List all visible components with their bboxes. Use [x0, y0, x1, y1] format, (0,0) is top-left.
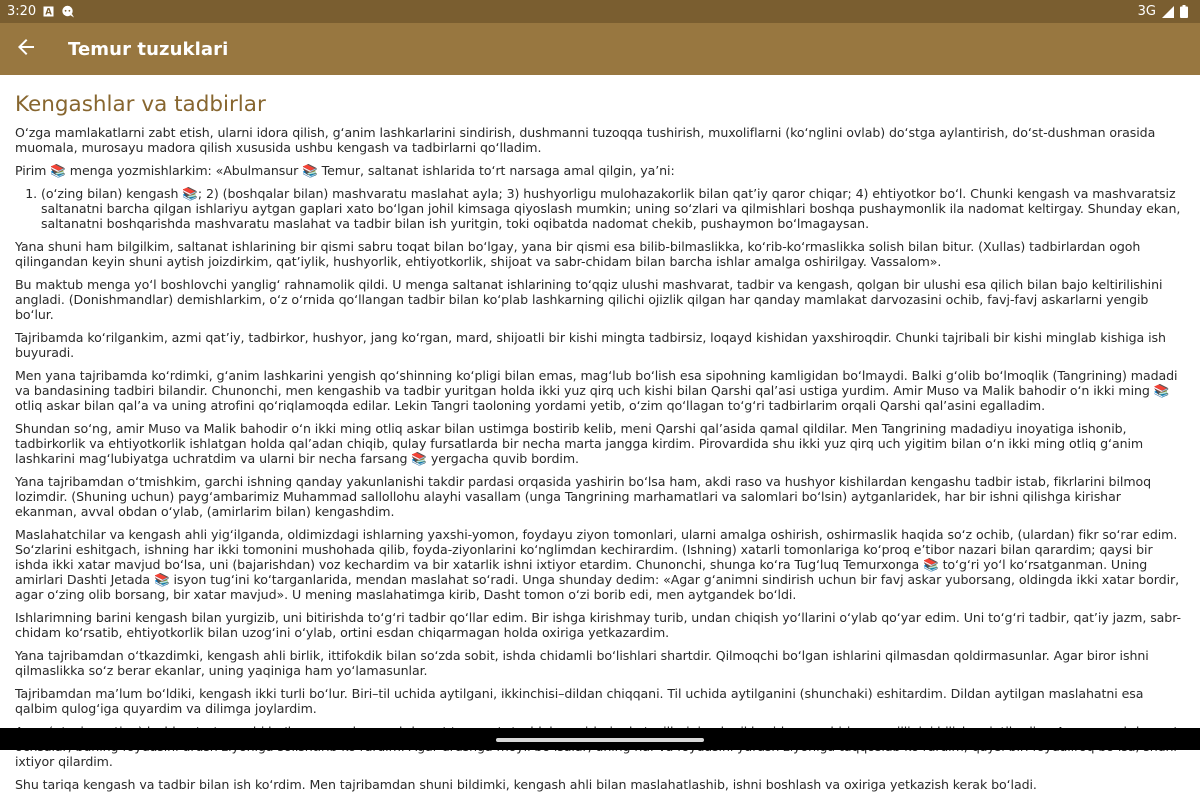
app-bar — [0, 23, 1200, 75]
navigation-bar — [0, 728, 1200, 750]
status-time: 3:20 — [7, 4, 37, 19]
status-left — [7, 4, 75, 19]
paragraph: Tajribamdan ma’lum bo‘ldiki, kengash ikki turli bo‘lur. Biri–til uchida aytilgani, ikkinchisi–dildan chiqqani. Til uchida aytilganini (shunchaki) eshitardim. Dildan aytilgan maslahatni esa qalbim qulog‘iga quyardim va dilimga joylardim. — [15, 686, 1144, 716]
paragraph: O‘zga mamlakatlarni zabt etish, ularni idora qilish, g‘anim lashkarlarini sindirish, dushmanni tuzoqqa tushirish, muxoliflarni (ko‘nglini ovlab) do‘stga aylantirish, do‘st-dushman orasida muomala, murosayu madora qilish xususida ushbu kengash va tadbirlarni qo‘lladim. — [15, 125, 1156, 155]
paragraph: Shu tariqa kengash va tadbir bilan ish ko‘rdim. Men tajribamdan shuni bildimki, kengash ahli bilan maslahatlashib, ishni boshlash va oxiriga yetkazish kerak bo‘ladi. — [15, 777, 1037, 792]
home-handle[interactable] — [496, 738, 704, 742]
list-item: 1. (o‘zing bilan) kengash 📚; 2) (boshqalar bilan) mashvaratu maslahat ayla; 3) hushyorligu mulohazakorlik bilan qat’iy qaror chiqar; 4) ehtiyotkor bo‘l. Chunki kengash va mashvaratsiz saltanatni barcha qilgan ishlariyu aytgan gaplari xato bo‘lgan johil kimsaga qiyoslash mumkin; uning so‘zlari va qilmishlari boshqa pushaymonlik ila nadomat keltirgay. Shunday ekan, saltanatni boshqarishda mashvaratu maslahat va tadbir bilan ish yuritgin, toki oqibatda nadomat chekib, pushaymon bo‘lmagaysan. — [41, 186, 1185, 231]
paragraph: Pirim 📚 menga yozmishlarkim: «Abulmansur 📚 Temur, saltanat ishlarida to‘rt narsaga amal qilgin, ya’ni: — [15, 163, 675, 178]
back-button[interactable] — [0, 23, 52, 75]
a-notification-icon — [43, 6, 54, 17]
article-content[interactable] — [0, 75, 1200, 792]
assistant-icon — [61, 5, 75, 18]
arrow-back-icon — [17, 38, 35, 60]
paragraph: Yana shuni ham bilgilkim, saltanat ishlarining bir qismi sabru toqat bilan bo‘lgay, yana bir qismi esa bilib-bilmaslikka, ko‘rib-ko‘rmaslikka solish bilan bitur. (Xullas) tadbirlardan ogoh qilingandan keyin shuni aytish joizdirkim, qat’iylik, hushyorlik, ehtiyotkorlik, shijoat va sabr-chidam bilan barcha ishlar amalga oshirilgay. Vassalom». — [15, 239, 1141, 269]
status-bar — [0, 0, 1200, 23]
signal-icon — [1162, 6, 1174, 18]
paragraph: Maslahatchilar va kengash ahli yig‘ilganda, oldimizdagi ishlarning yaxshi-yomon, foydayu ziyon tomonlari, ularni amalga oshirish, oshirmaslik haqida so‘z ochib, (ulardan) fikr so‘rar edim. So‘zlarini eshitgach, ishning har ikki tomonini mushohada qilib, foyda-ziyonlarini ko‘nglimdan kechirardim. (Ishning) xatarli tomonlariga ko‘proq e’tibor nazari bilan qarardim; qaysi bir ishda ikki xatar mavjud bo‘lsa, uni (bajarishdan) voz kechardim va bir xatarlik ishni ixtiyor etardim. Chunonchi, shunga ko‘ra Tug‘luq Temurxonga 📚 to‘g‘ri yo‘l ko‘rsatganman. Uning amirlari Dashti Jetada 📚 isyon tug‘ini ko‘targanlarida, mendan maslahat so‘radi. Unga shunday dedim: «Agar g‘animni sindirish uchun bir favj askar yuborsang, oldingda ikki xatar bordir, agar o‘zing olib borsang, bir xatar mavjud». U mening maslahatimga kirib, Dasht tomon o‘zi borib edi, men aytgandek bo‘ldi. — [15, 527, 1180, 602]
paragraph: Ishlarimning barini kengash bilan yurgizib, uni bitirishda to‘g‘ri tadbir qo‘llar edim. Bir ishga kirishmay turib, undan chiqish yo‘llarini o‘ylab qo‘yar edim. Uni to‘g‘ri tadbir, qat’iy jazm, sabr-chidam ko‘rsatib, ehtiyotkorlik bilan uzog‘ini o‘ylab, ortini esdan chiqarmagan holda oxiriga yetkazardim. — [15, 610, 1181, 640]
paragraph: Yana tajribamdan o‘tkazdimki, kengash ahli birlik, ittifokdik bilan so‘zda sobit, ishda chidamli bo‘lishlari shartdir. Qilmoqchi bo‘lgan ishlarini qilmasdan qoldirmasunlar. Agar biror ishni qilmaslikka so‘z berar ekanlar, uning yaqiniga ham yo‘lamasunlar. — [15, 648, 1149, 678]
paragraph: Yana tajribamdan o‘tmishkim, garchi ishning qanday yakunlanishi takdir pardasi orqasida yashirin bo‘lsa ham, akdi raso va hushyor kishilardan kengashu tadbir istab, fikrlarini bilmoq lozimdir. (Shuning uchun) payg‘ambarimiz Muhammad sallollohu alayhi vasallam (unga Tangrining marhamatlari va salomlari bo‘lsin) aytganlaridek, har bir ishni qilishga kirishar ekanman, avval obdan o‘ylab, (amirlarim bilan) kengashdim. — [15, 474, 1152, 519]
paragraph: Tajribamda ko‘rilgankim, azmi qat’iy, tadbirkor, hushyor, jang ko‘rgan, mard, shijoatli bir kishi mingta tadbirsiz, loqayd kishidan yaxshiroqdir. Chunki tajribali bir kishi minglab kishiga ish buyuradi. — [15, 330, 1166, 360]
app-title: Temur tuzuklari — [68, 38, 229, 60]
paragraph: Shundan so‘ng, amir Muso va Malik bahodir o‘n ikki ming otliq askar bilan ustimga bostirib kelib, meni Qarshi qal’asida qamal qildilar. Men Tangrining madadiyu inoyatiga ishonib, tadbirkorlik va ehtiyotkorlik ishlatgan holda qal’adan chiqib, qulay fursatlarda bir necha marta jangga kirdim. Pirovardida shu ikki yuz qirq uch yigitim bilan o‘n ikki ming otliq g‘anim lashkarini mag‘lubiyatga uchratdim va ularni bir necha farsang 📚 yergacha quvib bordim. — [15, 421, 1144, 466]
article-heading: Kengashlar va tadbirlar — [15, 92, 266, 117]
paragraph: Bu maktub menga yo‘l boshlovchi yanglig‘ rahnamolik qildi. U menga saltanat ishlarining to‘qqiz ulushi mashvarat, tadbir va kengash, qolgan bir ulushi esa qilich bilan bajo keltirilishini angladi. (Donishmandlar) demishlarkim, o‘z o‘rnida qo‘llangan tadbir bilan ko‘plab lashkarning qilichi ojizlik qilgan har qanday mamlakat darvozasini ochib, favj-favj askarlarni yengib bo‘lur. — [15, 277, 1163, 322]
numbered-list — [15, 186, 1185, 231]
status-right — [1138, 4, 1188, 19]
paragraph: ixtiyor qilardim. — [15, 754, 113, 769]
network-type: 3G — [1137, 4, 1156, 19]
svg-text:A: A — [45, 7, 52, 18]
paragraph: Men yana tajribamda ko‘rdimki, g‘anim lashkarini yengish qo‘shinning ko‘pligi bilan emas, mag‘lub bo‘lish esa sipohning kamligidan bo‘lmaydi. Balki g‘olib bo‘lmoqlik (Tangrining) madadi va bandasining tadbiri bilandir. Chunonchi, men kengashib va tadbir yuritgan holda ikki yuz qirq uch kishi bilan Qarshi qal’asi ustiga yurdim. Amir Muso va Malik bahodir o‘n ikki ming 📚 otliq askar bilan qal’a va uning atrofini qo‘riqlamoqda edilar. Lekin Tangri taoloning yordami yetib, o‘zim qo‘llagan to‘g‘ri tadbirlarim orqali Qarshi qal’asini egalladim. — [15, 368, 1178, 413]
battery-icon — [1180, 5, 1188, 18]
